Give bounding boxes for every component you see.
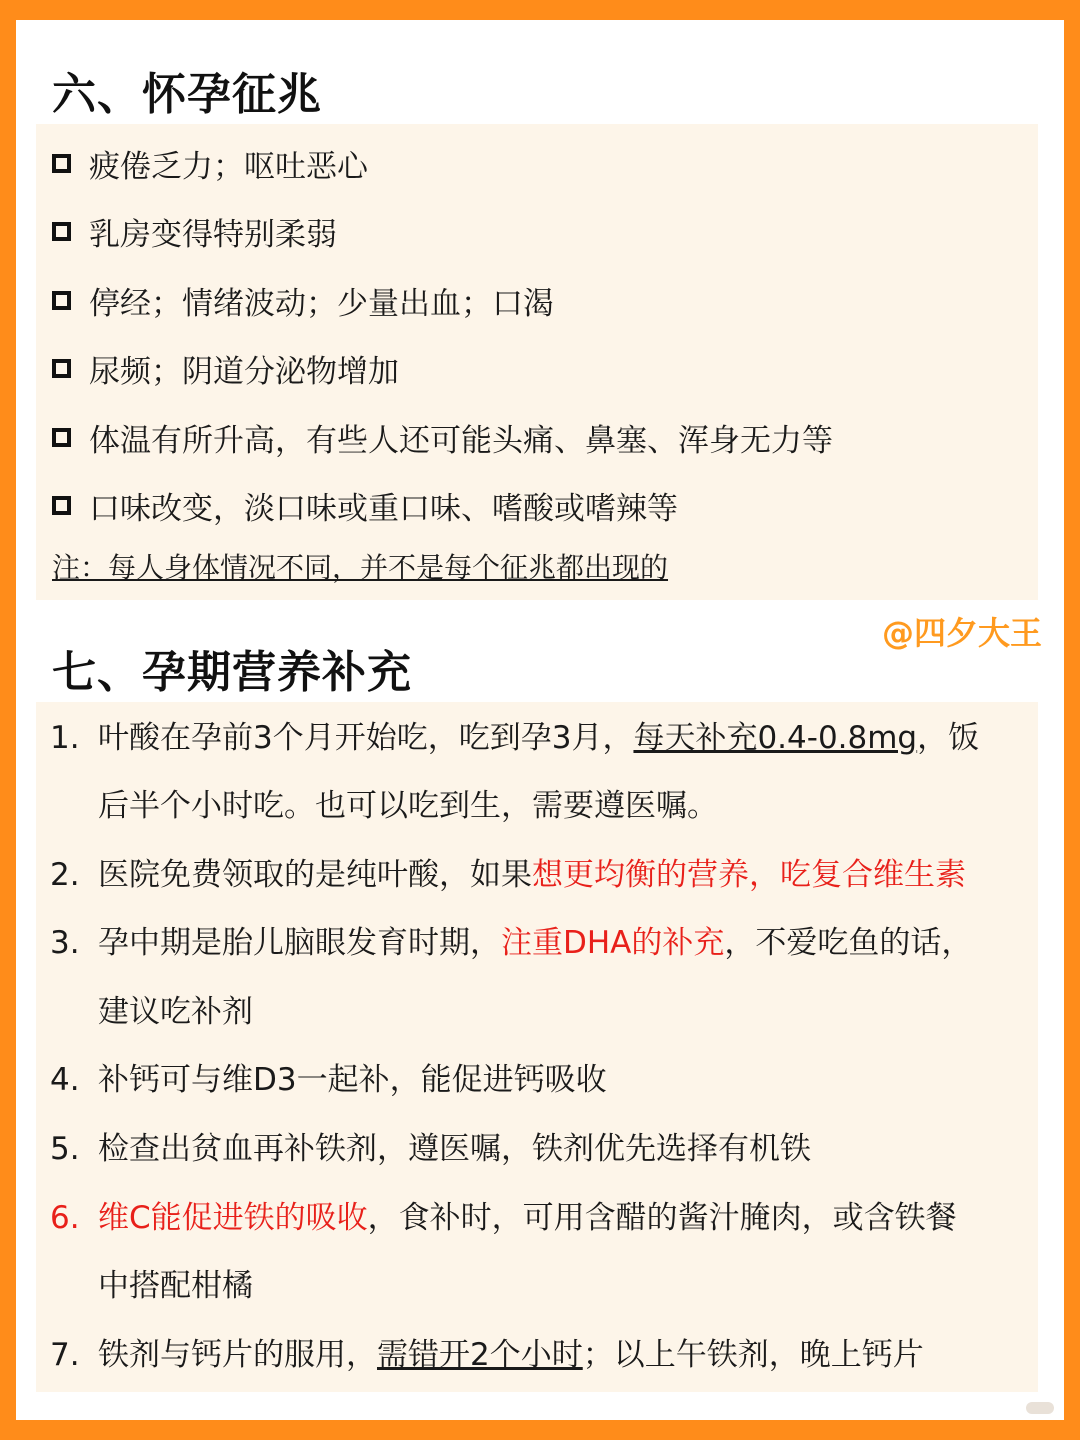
item-text-part: ，食补时，可用含醋的酱汁腌肉，或含铁餐 <box>367 1200 957 1236</box>
section7-title: 七、孕期营养补充 <box>52 647 412 698</box>
item-text-part: ，不爱吃鱼的话， <box>724 925 973 961</box>
item-text-part: 医院免费领取的是纯叶酸，如果 <box>98 857 532 893</box>
symptom-item <box>52 415 833 459</box>
item-text-underlined: 需错开2个小时 <box>377 1337 583 1373</box>
list-item <box>36 1196 1038 1240</box>
item-text-part: 叶酸在孕前3个月开始吃，吃到孕3月， <box>98 720 634 756</box>
list-item <box>36 716 1038 760</box>
item-text-underlined: 每天补充0.4-0.8mg <box>633 720 918 756</box>
list-item-continuation <box>36 990 1038 1034</box>
item-text-part: ；以上午铁剂，晚上钙片 <box>582 1337 924 1373</box>
section6-box <box>36 124 1038 600</box>
item-number: 7. <box>50 1337 80 1373</box>
checkbox-icon <box>52 496 71 515</box>
item-text-part: 铁剂与钙片的服用， <box>98 1337 377 1373</box>
symptom-text: 尿频；阴道分泌物增加 <box>89 353 399 390</box>
list-item-continuation <box>36 1264 1038 1308</box>
item-text-part: 孕中期是胎儿脑眼发育时期， <box>98 925 501 961</box>
checkbox-icon <box>52 428 71 447</box>
item-text: 检查出贫血再补铁剂，遵医嘱，铁剂优先选择有机铁 <box>98 1131 811 1167</box>
corner-badge-icon <box>1026 1402 1054 1414</box>
symptom-item <box>52 141 368 185</box>
list-item <box>36 1127 1038 1171</box>
symptom-item <box>52 209 337 253</box>
symptom-item <box>52 278 554 322</box>
item-number: 5. <box>50 1131 80 1167</box>
symptom-item <box>52 483 678 527</box>
item-text-highlight: 注重DHA的补充 <box>501 925 725 961</box>
item-text <box>98 921 972 965</box>
item-text: 补钙可与维D3一起补，能促进钙吸收 <box>98 1062 607 1098</box>
symptom-text: 停经；情绪波动；少量出血；口渴 <box>89 285 554 322</box>
item-number: 3. <box>50 925 80 961</box>
checkbox-icon <box>52 222 71 241</box>
item-text: 中搭配柑橘 <box>98 1268 253 1304</box>
list-item <box>36 1333 1038 1377</box>
item-number: 4. <box>50 1062 80 1098</box>
item-text: 建议吃补剂 <box>98 994 253 1030</box>
section7-box <box>36 702 1038 1392</box>
item-text <box>98 716 979 760</box>
list-item <box>36 1058 1038 1102</box>
list-item-continuation <box>36 784 1038 828</box>
page-card <box>16 20 1064 1420</box>
list-item <box>36 921 1038 965</box>
item-text <box>98 853 966 897</box>
item-text-part: ，饭 <box>917 720 980 756</box>
symptom-text: 体温有所升高，有些人还可能头痛、鼻塞、浑身无力等 <box>89 422 833 459</box>
checkbox-icon <box>52 291 71 310</box>
item-number: 6. <box>50 1200 80 1236</box>
item-text-highlight: 维C能促进铁的吸收 <box>98 1200 368 1236</box>
item-text <box>98 1333 924 1377</box>
item-text-highlight: 想更均衡的营养，吃复合维生素 <box>532 857 966 893</box>
symptom-item <box>52 346 399 390</box>
item-number: 2. <box>50 857 80 893</box>
symptom-text: 乳房变得特别柔弱 <box>89 216 337 253</box>
symptom-text: 疲倦乏力；呕吐恶心 <box>89 148 368 185</box>
symptom-text: 口味改变，淡口味或重口味、嗜酸或嗜辣等 <box>89 490 678 527</box>
checkbox-icon <box>52 154 71 173</box>
item-text: 后半个小时吃。也可以吃到生，需要遵医嘱。 <box>98 788 718 824</box>
section6-note: 注：每人身体情况不同，并不是每个征兆都出现的 <box>52 551 669 584</box>
item-number: 1. <box>50 720 80 756</box>
author-watermark: @四夕大王 <box>881 614 1042 652</box>
item-text <box>98 1196 957 1240</box>
list-item <box>36 853 1038 897</box>
checkbox-icon <box>52 359 71 378</box>
section6-title: 六、怀孕征兆 <box>52 69 322 120</box>
